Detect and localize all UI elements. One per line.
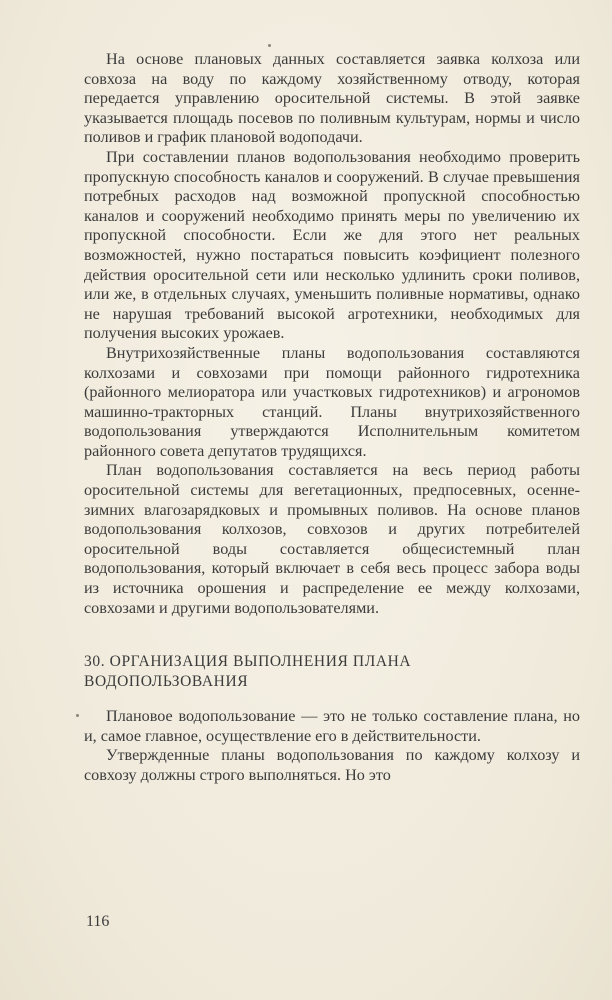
print-speck bbox=[76, 714, 79, 717]
paragraph-internal-plans: Внутрихозяйственные планы водопользования составляются колхозами и совхозами при помощи районного гидротехника (районного мелиоратора или участковых гидротехников) и агрономов машинно-тракторных станций. Планы внутрихозяйственного водопользования утверждаются Исполнительным комитетом районного совета депутатов трудящихся. bbox=[84, 343, 580, 460]
section-heading bbox=[84, 652, 580, 692]
section-heading-line-2: ВОДОПОЛЬЗОВАНИЯ bbox=[84, 673, 249, 691]
paragraph-water-request: На основе плановых данных составляется заявка колхоза или совхоза на воду по каждому хозяйственному отводу, которая передается управлению оросительной системы. В этой заявке указывается площадь посевов по поливным культурам, нормы и число поливов и график плановой водоподачи. bbox=[84, 50, 580, 147]
page-number: 116 bbox=[86, 913, 110, 930]
section-heading-line-1: 30. ОРГАНИЗАЦИЯ ВЫПОЛНЕНИЯ ПЛАНА bbox=[84, 653, 412, 671]
page-body bbox=[84, 50, 580, 786]
paragraph-planned-use: Плановое водопользование — это не только составление плана, но и, самое главное, осуществление его в действительности. bbox=[84, 707, 580, 745]
paragraph-canal-capacity: При составлении планов водопользования необходимо проверить пропускную способность каналов и сооружений. В случае превышения потребных расходов над возможной пропускной способностью каналов и сооружений необходимо принять меры по увеличению их пропускной способности. Если же для этого нет реальных возможностей, нужно постараться повысить коэфициент полезного действия оросительной сети или несколько удлинить сроки поливов, или же, в отдельных случаях, уменьшить поливные нормативы, однако не нарушая требований высокой агротехники, необходимых для получения высоких урожаев. bbox=[84, 147, 580, 343]
print-speck bbox=[268, 44, 271, 47]
paragraph-approved-plans: Утвержденные планы водопользования по каждому колхозу и совхозу должны строго выполняться. Но это bbox=[84, 746, 580, 784]
paragraph-system-plan: План водопользования составляется на весь период работы оросительной системы для вегетационных, предпосевных, осенне-зимних влагозарядковых и промывных поливов. На основе планов водопользования колхозов, совхозов и других потребителей оросительной воды составляется общесистемный план водопользования, который включает в себя весь процесс забора воды из источника орошения и распределение ее между колхозами, совхозами и другими водопользователями. bbox=[84, 461, 580, 617]
